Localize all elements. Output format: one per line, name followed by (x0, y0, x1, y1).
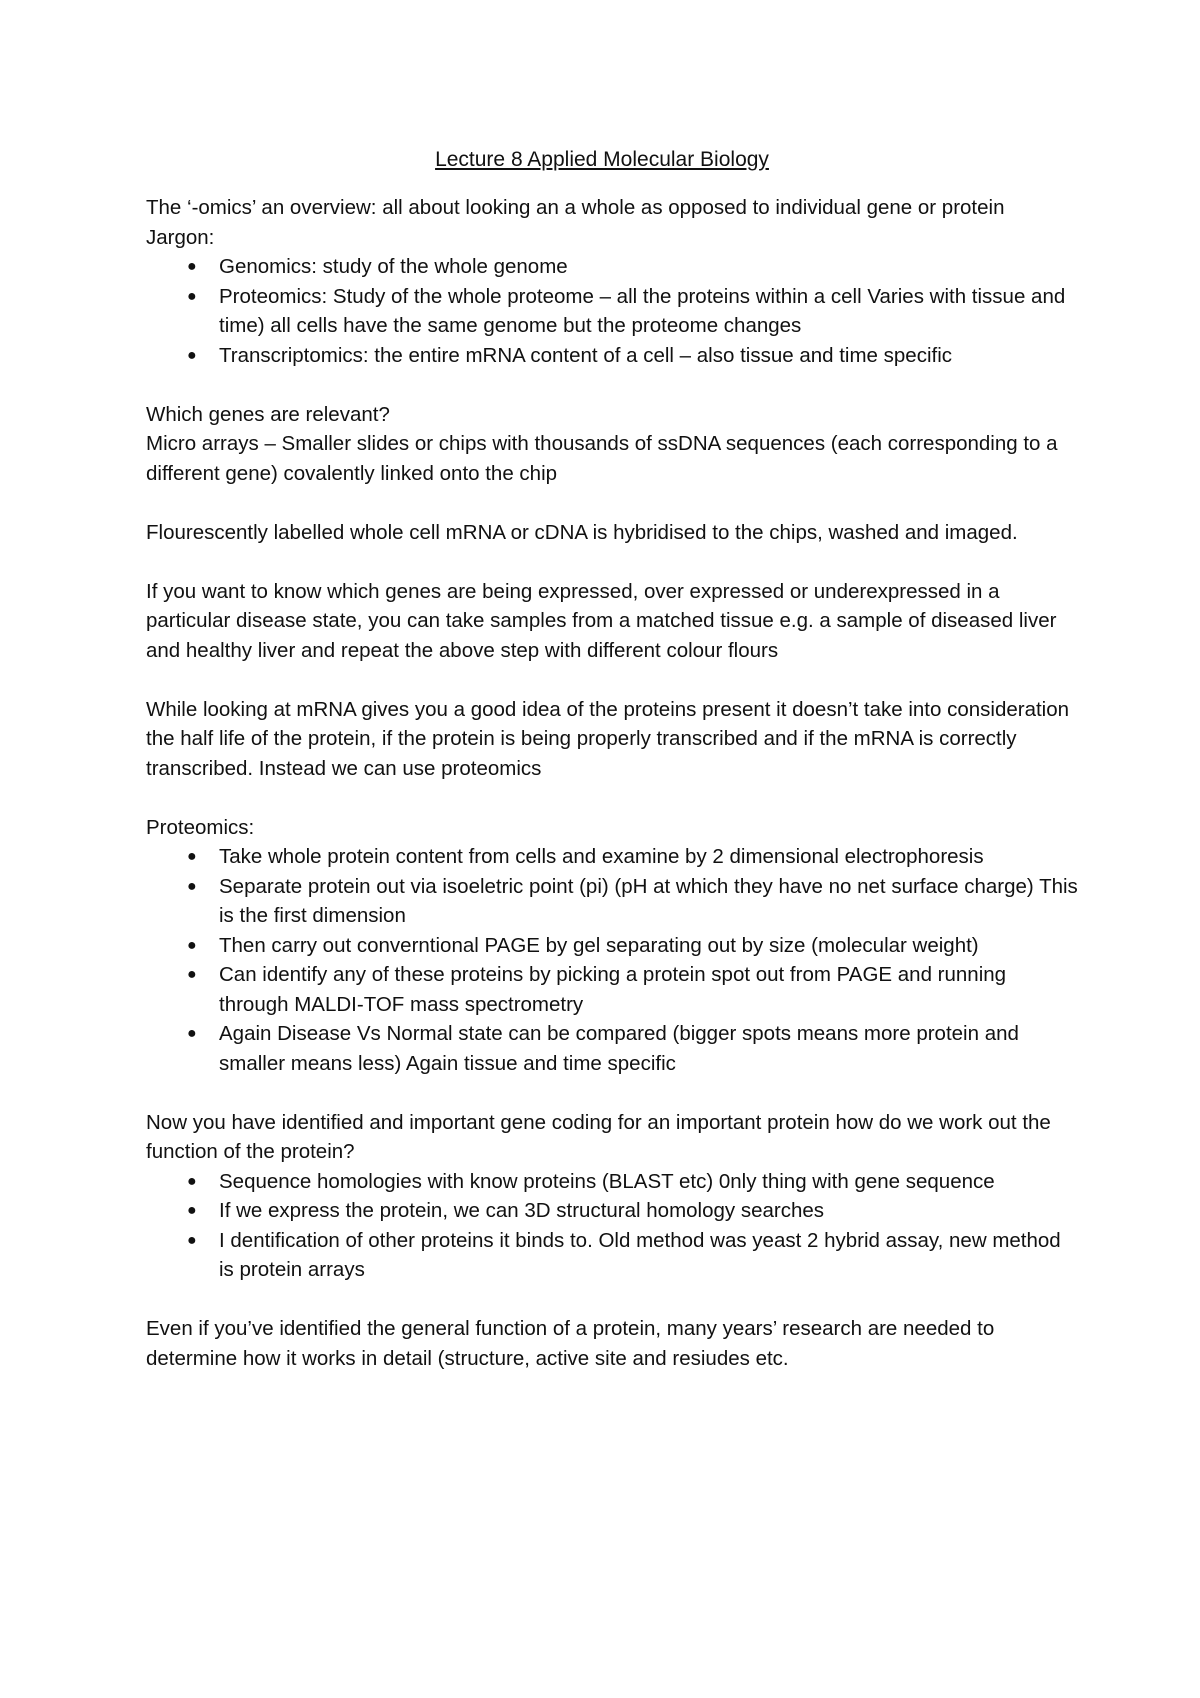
omics-overview: The ‘-omics’ an overview: all about looking an a whole as opposed to individual gene or protein (146, 196, 1005, 219)
spacer (146, 547, 1080, 577)
list-item: ● If we express the protein, we can 3D structural homology searches (219, 1196, 1080, 1226)
bullet-icon: ● (187, 258, 197, 275)
list-item: ● Then carry out converntional PAGE by gel separating out by size (molecular weight) (219, 931, 1080, 961)
spacer (146, 370, 1080, 400)
bullet-icon: ● (187, 936, 197, 954)
list-item: ● Can identify any of these proteins by picking a protein spot out from PAGE and running through MALDI-TOF mass spectrometry (219, 960, 1080, 1019)
bullet-icon: ● (187, 877, 197, 895)
spacer (146, 1078, 1080, 1108)
conclusion-paragraph: Even if you’ve identified the general function of a protein, many years’ research are needed to determine how it works in detail (structure, active site and resiudes etc. (146, 1317, 995, 1370)
bullet-icon: ● (187, 1231, 197, 1249)
list-item: ● Transcriptomics: the entire mRNA content of a cell – also tissue and time specific (219, 341, 1080, 371)
bullet-icon: ● (187, 1172, 197, 1190)
expression-paragraph: If you want to know which genes are being expressed, over expressed or underexpressed in a particular disease state, you can take samples from a matched tissue e.g. a sample of diseased liver and healthy liver and repeat the above step with different colour flours (146, 579, 1057, 662)
bullet-icon: ● (187, 848, 197, 865)
bullet-icon: ● (187, 287, 197, 305)
list-item: ● Genomics: study of the whole genome (219, 252, 1080, 282)
list-item: ● Again Disease Vs Normal state can be compared (bigger spots means more protein and smaller means less) Again tissue and time specific (219, 1019, 1080, 1078)
jargon-label: Jargon: (146, 225, 215, 249)
fluorescence-paragraph: Flourescently labelled whole cell mRNA or cDNA is hybridised to the chips, washed and imaged. (146, 520, 1018, 544)
list-item: ● Take whole protein content from cells and examine by 2 dimensional electrophoresis (219, 842, 1080, 872)
bullet-icon: ● (187, 346, 197, 364)
function-list (146, 1167, 1080, 1285)
jargon-list (146, 252, 1080, 370)
document-title: Lecture 8 Applied Molecular Biology (435, 148, 769, 171)
list-item: ● Sequence homologies with know proteins (BLAST etc) 0nly thing with gene sequence (219, 1167, 1080, 1197)
spacer (146, 488, 1080, 518)
mrna-paragraph: While looking at mRNA gives you a good idea of the proteins present it doesn’t take into consideration the half life of the protein, if the protein is being properly transcribed and if the mRNA is correctly transcribed. Instead we can use proteomics (146, 697, 1070, 780)
bullet-icon: ● (187, 1025, 197, 1042)
microarrays-paragraph: Micro arrays – Smaller slides or chips with thousands of ssDNA sequences (each corresponding to a different gene) covalently linked onto the chip (146, 432, 1058, 485)
function-intro: Now you have identified and important gene coding for an important protein how do we work out the function of the protein? (146, 1110, 1051, 1163)
bullet-icon: ● (187, 966, 197, 983)
list-item: ● I dentification of other proteins it binds to. Old method was yeast 2 hybrid assay, new method is protein arrays (219, 1226, 1080, 1285)
spacer (146, 665, 1080, 695)
proteomics-label: Proteomics: (146, 815, 255, 839)
list-item: ● Proteomics: Study of the whole proteome – all the proteins within a cell Varies with tissue and time) all cells have the same genome but the proteome changes (219, 282, 1080, 341)
list-item: ● Separate protein out via isoeletric point (pi) (pH at which they have no net surface charge) This is the first dimension (219, 872, 1080, 931)
spacer (146, 783, 1080, 813)
spacer (146, 1285, 1080, 1315)
bullet-icon: ● (187, 1202, 197, 1219)
proteomics-list (146, 842, 1080, 1078)
genes-question: Which genes are relevant? (146, 402, 390, 426)
